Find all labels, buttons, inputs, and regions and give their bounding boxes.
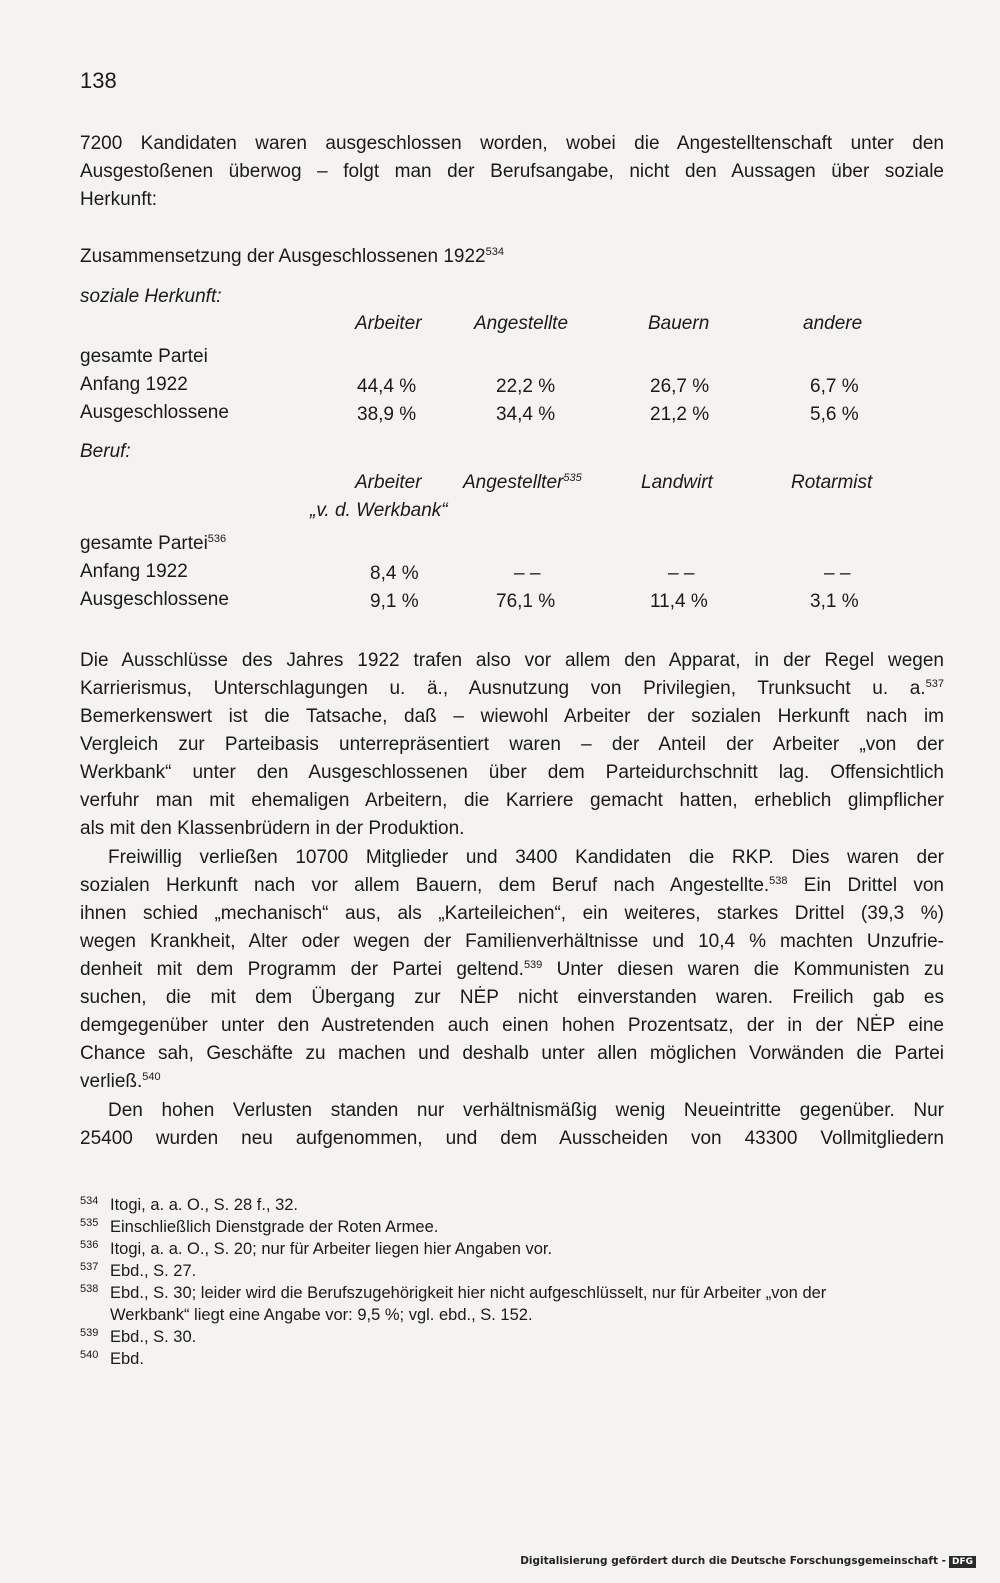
table-cell: 8,4 % [370,563,419,584]
col-header: Angestellter$^{535}$ [463,472,582,493]
col-header: Angestellte [474,313,569,334]
col-header-sub: „v. d. Werkbank“ [310,500,448,521]
table-cell: 5,6 % [810,404,859,425]
footnote: 538 Ebd., S. 30; leider wird die Berufszugehörigkeit hier nicht aufgeschlüsselt, nur für Arbeiter „von der [80,1283,827,1302]
table-title: Zusammensetzung der Ausgeschlossenen 1922$^{534}$ [80,246,504,267]
table-cell: 38,9 % [357,404,417,425]
table-cell: – – [668,563,695,584]
row-label: Ausgeschlossene [80,589,229,610]
table-cell: – – [514,563,541,584]
table-cell: 3,1 % [810,591,859,612]
footnote: 539 Ebd., S. 30. [80,1327,197,1346]
footnote-continuation: Werkbank“ liegt eine Angabe vor: 9,5 %; vgl. ebd., S. 152. [110,1306,533,1324]
table-heading-social: soziale Herkunft: [80,286,222,307]
col-header: Arbeiter [355,472,422,493]
table-cell: 11,4 % [650,591,708,612]
row-group-label: gesamte Partei$^{536}$ [80,533,227,554]
footnote: 534 Itogi, a. a. O., S. 28 f., 32. [80,1195,299,1214]
table-cell: 26,7 % [650,376,710,397]
table-cell: 22,2 % [496,376,556,397]
table-cell: 6,7 % [810,376,859,397]
footnote: 537 Ebd., S. 27. [80,1261,197,1280]
paragraph-freiwillig: Freiwillig verließen 10700 Mitglieder und 3400 Kandidaten die RKP. Dies waren der sozialen Herkunft nach vor allem Bauern, dem Beruf nach Angestellte.$^{538}$ Ein Drittel von ihnen schied „mechanisch“ aus, als „Karteileichen“, ein weiteres, starkes Drittel (39,3 %) wegen Krankheit, Alter oder wegen der Familienverhältnisse und 10,4 % machten Unzufrie- denheit mit dem Programm der Partei geltend.$^{539}$ Unter diesen waren die Kommunisten zu suchen, die mit dem Übergang zur NĖP nicht einverstanden waren. Freilich gab es demgegenüber unter den Austretenden auch einen hohen Prozentsatz, der in der NĖP eine Chance sah, Geschäfte zu machen und deshalb unter allen möglichen Vorwänden die Partei verließ.$^{540}$ [80,847,945,1092]
col-header: Landwirt [641,472,713,493]
table-cell: 21,2 % [650,404,710,425]
col-header: andere [803,313,863,334]
row-group-label: gesamte Partei [80,346,208,367]
paragraph-ausschluesse: Die Ausschlüsse des Jahres 1922 trafen also vor allem den Apparat, in der Regel wegen Karrierismus, Unterschlagungen u. ä., Ausnutzung von Privilegien, Trunksucht u. a.$^{537}$ Bemerkenswert ist die Tatsache, daß – wiewohl Arbeiter der sozialen Herkunft nach im Vergleich zur Parteibasis unterrepräsentiert waren – der Anteil der Arbeiter „von der Werkbank“ unter den Ausgeschlossenen über dem Parteidurchschnitt lag. Offensichtlich verfuhr man mit ehemaligen Arbeitern, die Karriere gemacht hatten, erheblich glimpflicher als mit den Klassenbrüdern in der Produktion. [80,650,944,839]
page-number: 138 [80,68,117,93]
col-header: Rotarmist [791,472,873,493]
table-heading-beruf: Beruf: [80,441,131,462]
col-header: Arbeiter [355,313,422,334]
digitization-credit: Digitalisierung gefördert durch die Deutsche Forschungsgemeinschaft - DFG [520,1555,976,1568]
footnote: 535 Einschließlich Dienstgrade der Roten Armee. [80,1217,439,1236]
footnote: 536 Itogi, a. a. O., S. 20; nur für Arbeiter liegen hier Angaben vor. [80,1239,553,1258]
table-cell: – – [824,563,851,584]
row-label: Anfang 1922 [80,374,188,395]
paragraph-verluste: Den hohen Verlusten standen nur verhältnismäßig wenig Neueintritte gegenüber. Nur 25400 wurden neu aufgenommen, und dem Ausscheiden von 43300 Vollmitgliedern [80,1100,944,1149]
table-cell: 76,1 % [496,591,556,612]
footnotes [80,1194,950,1370]
footnote: 540 Ebd. [80,1349,144,1368]
table-cell: 44,4 % [357,376,417,397]
table-cell: 9,1 % [370,591,419,612]
paragraph-intro: 7200 Kandidaten waren ausgeschlossen worden, wobei die Angestelltenschaft unter den Ausgestoßenen überwog – folgt man der Berufsangabe, nicht den Aussagen über soziale Herkunft: [80,133,944,210]
dfg-logo-icon: DFG [949,1556,976,1568]
table-cell: 34,4 % [496,404,556,425]
col-header: Bauern [648,313,710,334]
row-label: Ausgeschlossene [80,402,229,423]
row-label: Anfang 1922 [80,561,188,582]
